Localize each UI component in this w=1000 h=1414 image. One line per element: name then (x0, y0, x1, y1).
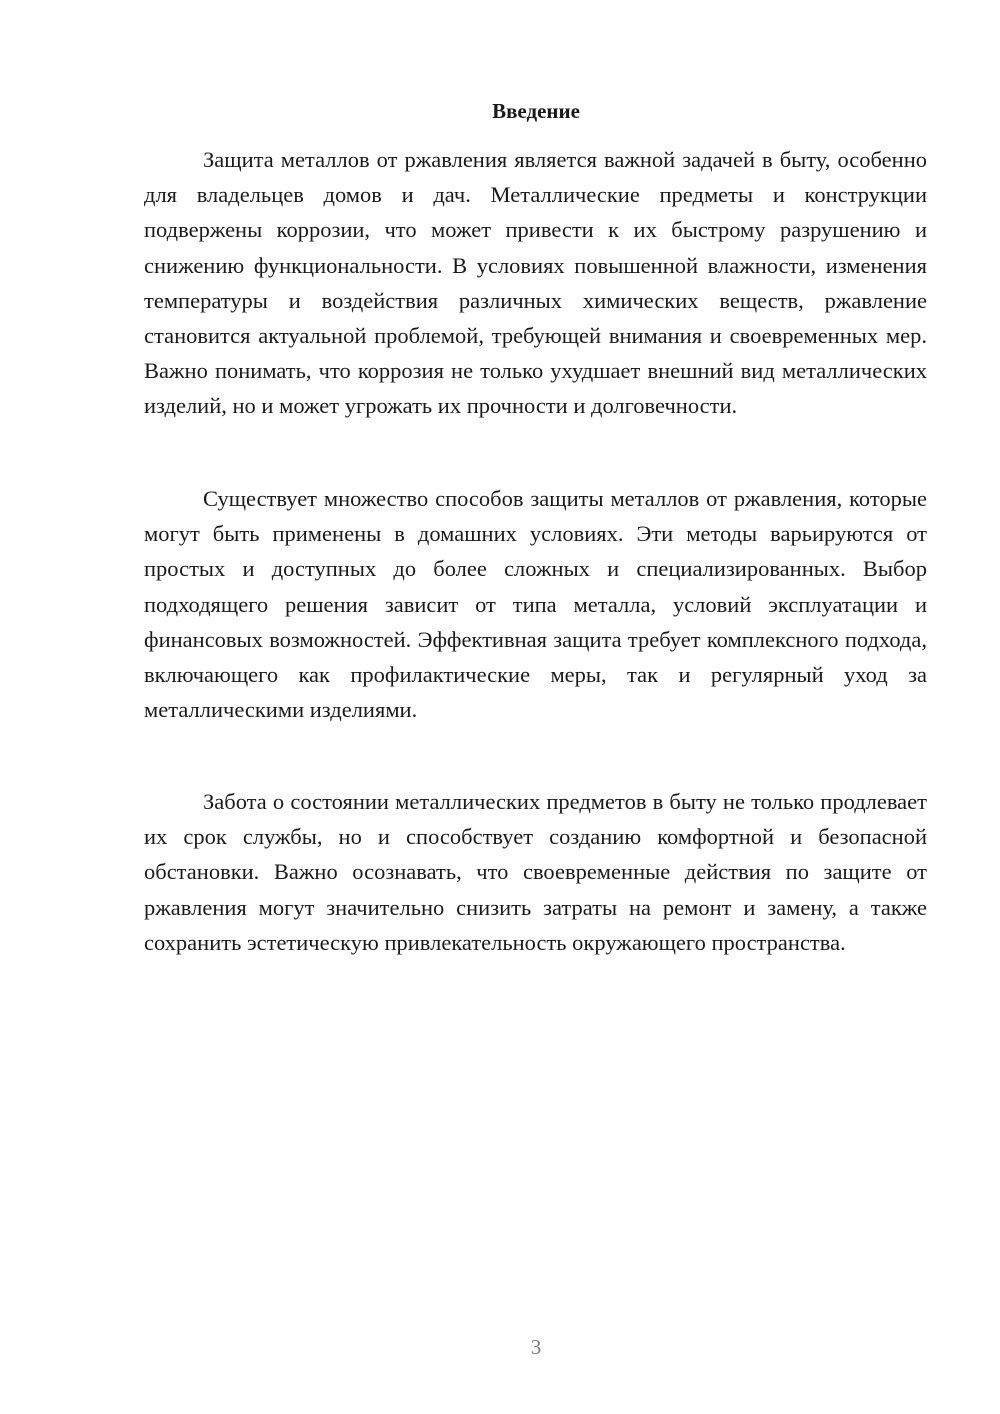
paragraph-1: Защита металлов от ржавления является важной задачей в быту, особенно для владельцев домов и дач. Металлические предметы и конструкции подвержены коррозии, что может привести к их быстрому разрушению и снижению функциональности. В условиях повышенной влажности, изменения температуры и воздействия различных химических веществ, ржавление становится актуальной проблемой, требующей внимания и своевременных мер. Важно понимать, что коррозия не только ухудшает внешний вид металлических изделий, но и может угрожать их прочности и долговечности. (144, 147, 927, 419)
page-number: 3 (530, 1335, 542, 1359)
paragraph-2: Существует множество способов защиты металлов от ржавления, которые могут быть применены в домашних условиях. Эти методы варьируются от простых и доступных до более сложных и специализированных. Выбор подходящего решения зависит от типа металла, условий эксплуатации и финансовых возможностей. Эффективная защита требует комплексного подхода, включающего как профилактические меры, так и регулярный уход за металлическими изделиями. (144, 486, 927, 723)
section-heading: Введение (492, 99, 580, 123)
paragraph-3: Забота о состоянии металлических предметов в быту не только продлевает их срок службы, но и способствует созданию комфортной и безопасной обстановки. Важно осознавать, что своевременные действия по защите от ржавления могут значительно снизить затраты на ремонт и замену, а также сохранить эстетическую привлекательность окружающего пространства. (144, 789, 927, 955)
